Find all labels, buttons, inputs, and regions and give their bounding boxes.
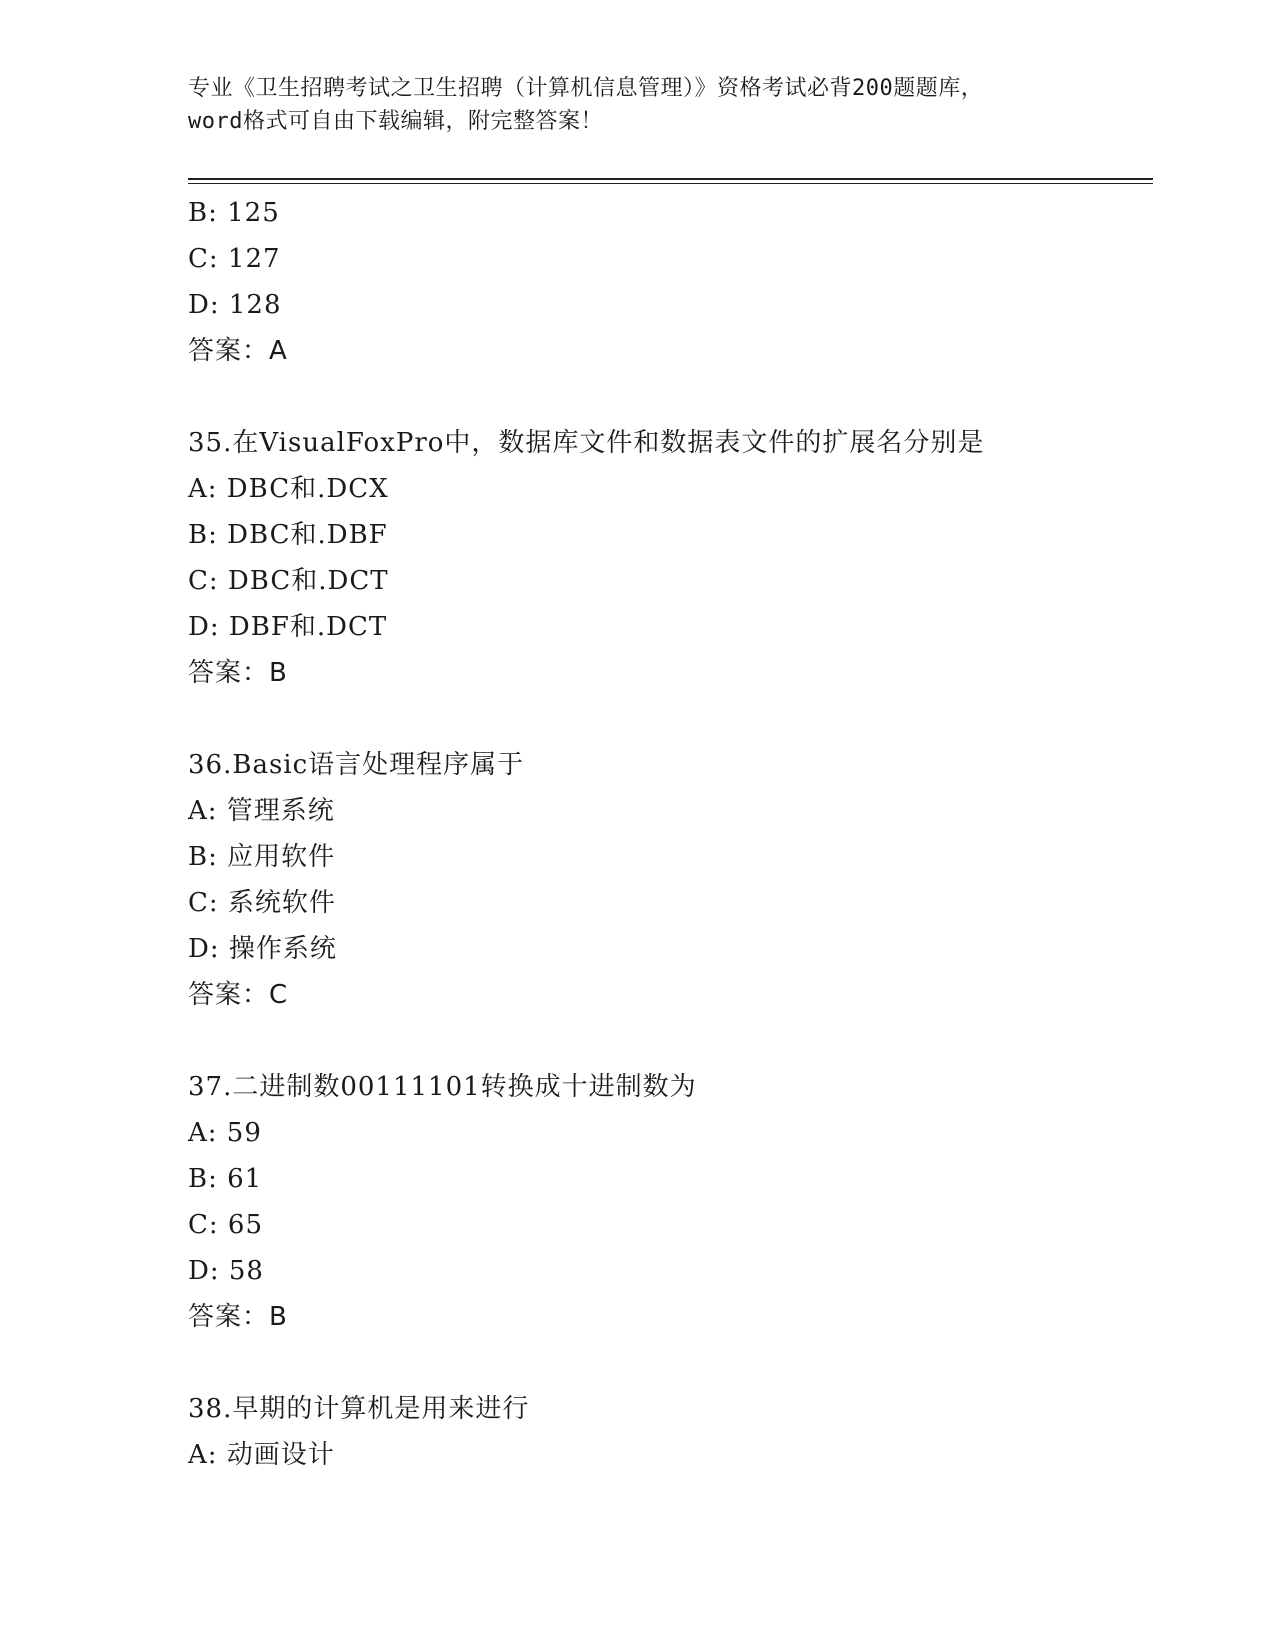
option-c: C: 系统软件 (188, 888, 336, 918)
option-a: A: 管理系统 (188, 796, 335, 826)
answer-line: 答案：C (188, 980, 289, 1010)
option-c: C: 127 (188, 244, 281, 274)
option-c: C: 65 (188, 1210, 264, 1240)
answer-line: 答案：B (188, 658, 288, 688)
header-divider-thick (188, 178, 1153, 180)
option-d: D: 128 (188, 290, 282, 320)
answer-line: 答案：A (188, 336, 288, 366)
header-line-2: word格式可自由下载编辑，附完整答案！ (188, 109, 603, 134)
header-line-1: 专业《卫生招聘考试之卫生招聘（计算机信息管理）》资格考试必背200题题库， (188, 76, 984, 101)
option-a: A: 59 (188, 1118, 262, 1148)
option-d: D: 58 (188, 1256, 264, 1286)
option-d: D: DBF和.DCT (188, 612, 388, 642)
header-divider-thin (188, 183, 1153, 184)
option-b: B: 125 (188, 198, 280, 228)
answer-line: 答案：B (188, 1302, 288, 1332)
option-b: B: 61 (188, 1164, 263, 1194)
option-a: A: 动画设计 (188, 1440, 335, 1470)
option-c: C: DBC和.DCT (188, 566, 389, 596)
question-36: 36.Basic语言处理程序属于 (188, 750, 525, 780)
question-list (188, 190, 1138, 1478)
option-b: B: DBC和.DBF (188, 520, 388, 550)
option-b: B: 应用软件 (188, 842, 336, 872)
option-a: A: DBC和.DCX (188, 474, 389, 504)
question-37: 37.二进制数00111101转换成十进制数为 (188, 1072, 697, 1102)
question-38: 38.早期的计算机是用来进行 (188, 1394, 530, 1424)
document-header (188, 72, 1088, 138)
question-35: 35.在VisualFoxPro中，数据库文件和数据表文件的扩展名分别是 (188, 428, 985, 458)
option-d: D: 操作系统 (188, 934, 337, 964)
